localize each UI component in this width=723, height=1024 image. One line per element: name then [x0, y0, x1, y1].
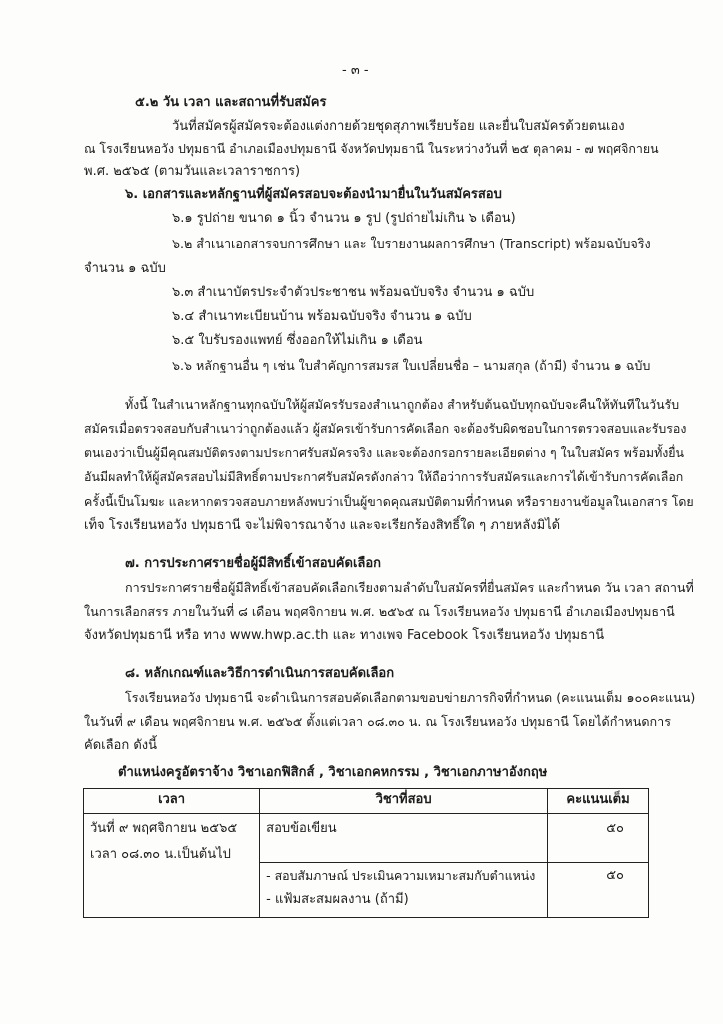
column-header-time: เวลา — [84, 789, 260, 814]
table-row — [84, 814, 649, 863]
note-paragraph-line: อันมีผลทำให้ผู้สมัครสอบไม่มีสิทธิ์ตามประกาศรับสมัครดังกล่าว ให้ถือว่าการรับสมัครและการได้เข้ารับการคัดเลือก — [84, 469, 684, 484]
document-item-6-2: ๖.๒ สำเนาเอกสารจบการศึกษา และ ใบรายงานผลการศึกษา (Transcript) พร้อมฉบับจริง — [172, 236, 651, 251]
column-header-subject: วิชาที่สอบ — [260, 789, 548, 814]
document-item-6-2-continued: จำนวน ๑ ฉบับ — [84, 261, 166, 276]
section-7-paragraph-line: การประกาศรายชื่อผู้มีสิทธิ์เข้าสอบคัดเลือกเรียงตามลำดับใบสมัครที่ยื่นสมัคร และกำหนด วัน เวลา สถานที่ — [125, 580, 694, 595]
exam-subject-cell — [260, 814, 548, 863]
section-7-heading: ๗. การประกาศรายชื่อผู้มีสิทธิ์เข้าสอบคัดเลือก — [125, 556, 382, 571]
positions-heading: ตำแหน่งครูอัตราจ้าง วิชาเอกฟิสิกส์ , วิชาเอกคหกรรม , วิชาเอกภาษาอังกฤษ — [118, 765, 548, 780]
section-5-2-paragraph-line: พ.ศ. ๒๕๖๕ (ตามวันและเวลาราชการ) — [84, 164, 301, 179]
section-8-paragraph-line: คัดเลือก ดังนี้ — [84, 738, 158, 753]
section-7-paragraph-line: ในการเลือกสรร ภายในวันที่ ๘ เดือน พฤศจิกายน พ.ศ. ๒๕๖๕ ณ โรงเรียนหอวัง ปทุมธานี อำเภอเมืองปทุมธานี — [84, 604, 675, 619]
exam-time-cell — [84, 814, 260, 918]
section-5-2-paragraph-line: ณ โรงเรียนหอวัง ปทุมธานี อำเภอเมืองปทุมธานี จังหวัดปทุมธานี ในระหว่างวันที่ ๒๕ ตุลาคม - ๗ พฤศจิกายน — [84, 141, 659, 156]
document-item-6-3: ๖.๓ สำเนาบัตรประจำตัวประชาชน พร้อมฉบับจริง จำนวน ๑ ฉบับ — [172, 285, 535, 300]
section-8-heading: ๘. หลักเกณฑ์และวิธีการดำเนินการสอบคัดเลือก — [125, 666, 395, 681]
note-paragraph-line: สมัครเมื่อตรวจสอบกับสำเนาว่าถูกต้องแล้ว ผู้สมัครเข้ารับการคัดเลือก จะต้องรับผิดชอบในการตรวจสอบและรับรอง — [84, 421, 687, 436]
section-8-paragraph-line: ในวันที่ ๙ เดือน พฤศจิกายน พ.ศ. ๒๕๖๕ ตั้งแต่เวลา ๐๘.๓๐ น. ณ โรงเรียนหอวัง ปทุมธานี โดยได้กำหนดการ — [84, 714, 671, 729]
note-paragraph-line: ตนเองว่าเป็นผู้มีคุณสมบัติตรงตามประกาศรับสมัครจริง และจะต้องกรอกรายละเอียดต่าง ๆ ในใบสมัคร พร้อมทั้งยื่น — [84, 445, 685, 460]
page-number: - ๓ - — [342, 63, 369, 78]
exam-date: วันที่ ๙ พฤศจิกายน ๒๕๖๕ — [90, 821, 238, 836]
exam-start-time: เวลา ๐๘.๓๐ น.เป็นต้นไป — [90, 847, 231, 862]
written-exam: สอบข้อเขียน — [266, 821, 337, 836]
document-item-6-6: ๖.๖ หลักฐานอื่น ๆ เช่น ใบสำคัญการสมรส ใบเปลี่ยนชื่อ – นามสกุล (ถ้ามี) จำนวน ๑ ฉบับ — [172, 358, 651, 373]
section-8-paragraph-line: โรงเรียนหอวัง ปทุมธานี จะดำเนินการสอบคัดเลือกตามขอบข่ายภารกิจที่กำหนด (คะแนนเต็ม ๑๐๐คะแนน) — [125, 690, 696, 705]
note-paragraph-line: เท็จ โรงเรียนหอวัง ปทุมธานี จะไม่พิจารณาจ้าง และจะเรียกร้องสิทธิ์ใด ๆ ภายหลังมิได้ — [84, 518, 561, 533]
exam-subject-cell — [260, 863, 548, 918]
document-item-6-5: ๖.๕ ใบรับรองแพทย์ ซึ่งออกให้ไม่เกิน ๑ เดือน — [172, 333, 423, 348]
exam-score-cell: ๕๐ — [548, 863, 649, 918]
note-paragraph-line: ทั้งนี้ ในสำเนาหลักฐานทุกฉบับให้ผู้สมัครรับรองสำเนาถูกต้อง สำหรับต้นฉบับทุกฉบับจะคืนให้ทันทีในวันรับ — [125, 397, 680, 412]
section-7-paragraph-line: จังหวัดปทุมธานี หรือ ทาง www.hwp.ac.th และ ทางเพจ Facebook โรงเรียนหอวัง ปทุมธานี — [84, 628, 605, 643]
document-item-6-4: ๖.๔ สำเนาทะเบียนบ้าน พร้อมฉบับจริง จำนวน ๑ ฉบับ — [172, 309, 472, 324]
section-5-2-heading: ๕.๒ วัน เวลา และสถานที่รับสมัคร — [135, 95, 327, 110]
exam-schedule-table — [83, 788, 649, 918]
exam-score-cell: ๕๐ — [548, 814, 649, 863]
note-paragraph-line: ครั้งนี้เป็นโมฆะ และหากตรวจสอบภายหลังพบว่าเป็นผู้ขาดคุณสมบัติตามที่กำหนด หรือรายงานข้อมูลในเอกสาร โดย — [84, 494, 694, 509]
table-header-row — [84, 789, 649, 814]
section-6-heading: ๖. เอกสารและหลักฐานที่ผู้สมัครสอบจะต้องนำมายื่นในวันสมัครสอบ — [125, 187, 502, 202]
document-item-6-1: ๖.๑ รูปถ่าย ขนาด ๑ นิ้ว จำนวน ๑ รูป (รูปถ่ายไม่เกิน ๖ เดือน) — [172, 211, 516, 226]
column-header-score: คะแนนเต็ม — [548, 789, 649, 814]
interview-exam: - สอบสัมภาษณ์ ประเมินความเหมาะสมกับตำแหน่ง — [266, 868, 536, 883]
portfolio: - แฟ้มสะสมผลงาน (ถ้ามี) — [266, 892, 409, 907]
section-5-2-paragraph-line: วันที่สมัครผู้สมัครจะต้องแต่งกายด้วยชุดสุภาพเรียบร้อย และยื่นใบสมัครด้วยตนเอง — [172, 119, 625, 134]
